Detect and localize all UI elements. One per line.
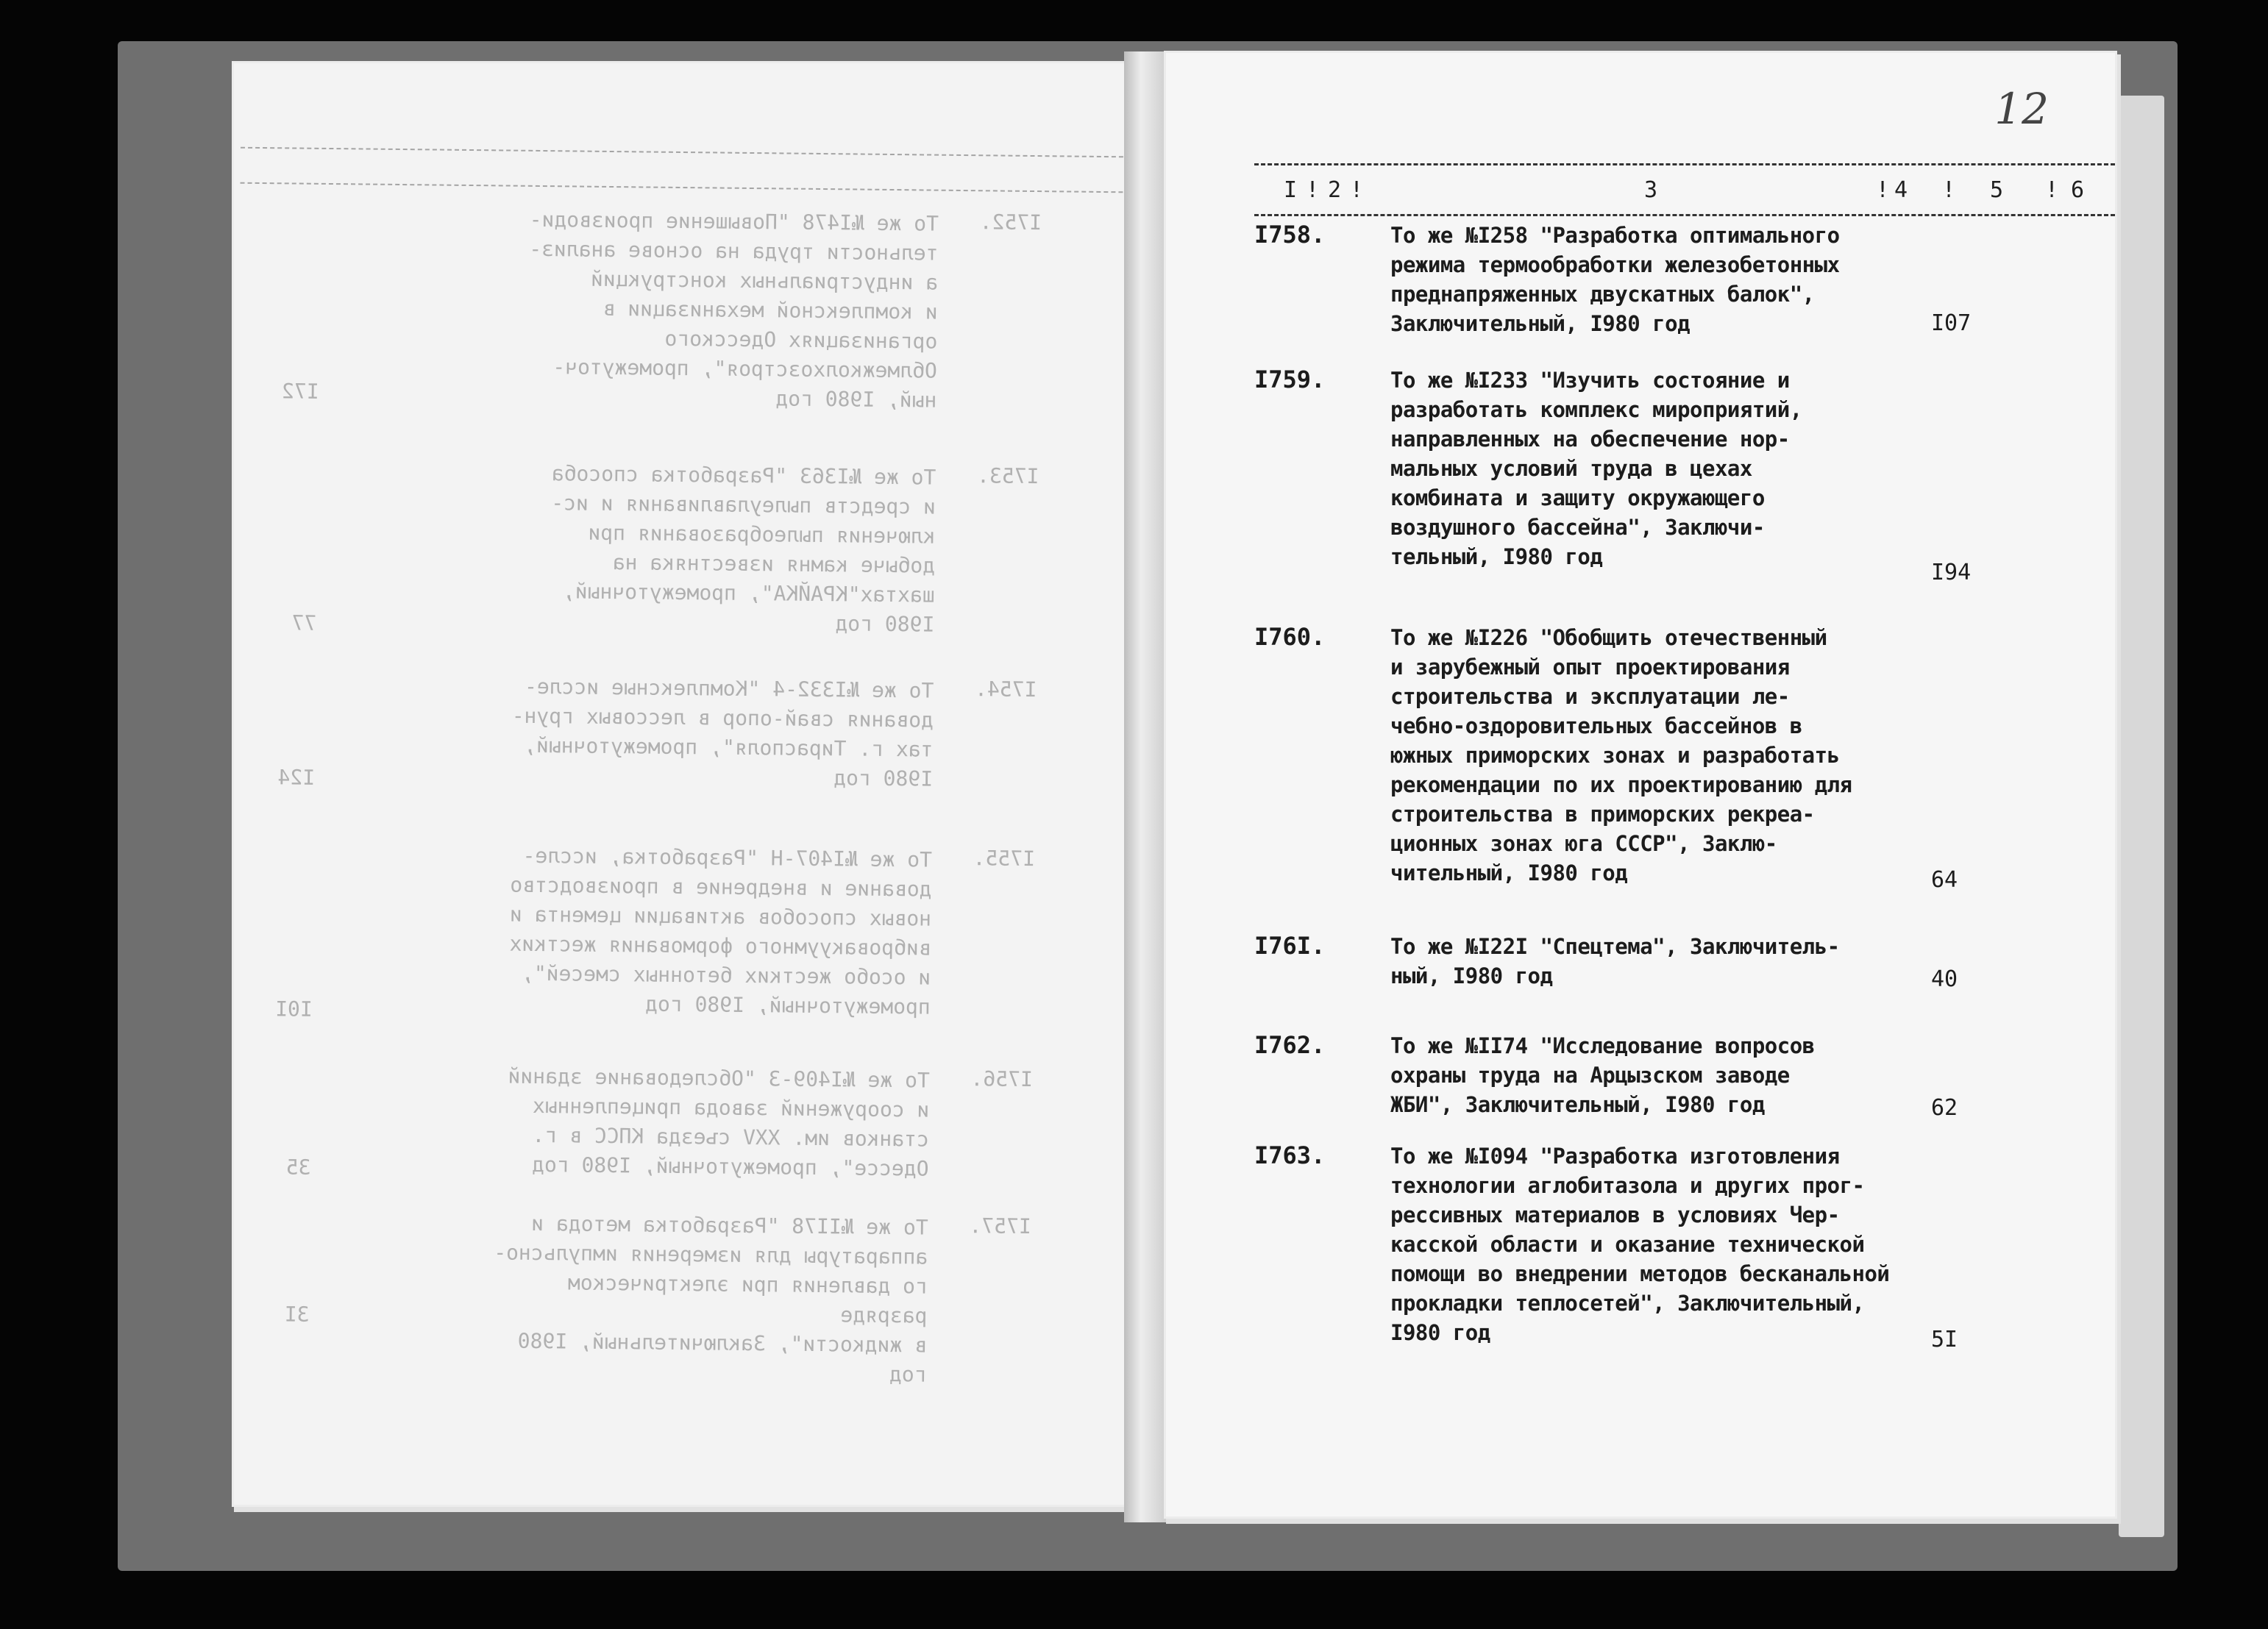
mirrored-entry bbox=[275, 839, 1036, 1022]
entry-text: То же №I22I "Спецтема", Заключитель- ный, I980 год bbox=[1390, 934, 1840, 988]
entry-pages: 5I bbox=[1931, 1327, 1958, 1352]
entry-text: То же №I094 "Разработка изготовления технологии аглобитазола и других прог- рессивных материалов в условиях Чер- касской области и оказание технической помощи во внедрении методов бесканальной прокладки теплосетей", Заключительный, I980 год bbox=[1390, 1144, 1890, 1345]
entry-number: I756. bbox=[970, 1066, 1033, 1092]
entry-text: То же №II78 "Разработка метода и аппаратуры для измерения импульсно- го давления при электрическом разряде в жидкости", Заключительный, I980 год bbox=[494, 1211, 928, 1387]
entry-number: I759. bbox=[1254, 366, 1326, 393]
book-gutter bbox=[1124, 51, 1166, 1522]
entry-text: То же №I226 "Обобщить отечественный и зарубежный опыт проектирования строительства и эксплуатации ле- чебно-оздоровительных бассейнов в южных приморских зонах и разработать рекомендации по их проектированию для строительства в приморских рекреа- ционных зонах юга СССР", Заклю- чительный, I980 год bbox=[1390, 625, 1852, 885]
entry-pages: I94 bbox=[1931, 560, 1972, 585]
mirrored-entry bbox=[277, 670, 1037, 791]
entry-text: То же №II74 "Исследование вопросов охраны труда на Арцызском заводе ЖБИ", Заключительный, I980 год bbox=[1390, 1033, 1815, 1117]
entry-number: I762. bbox=[1254, 1031, 1326, 1059]
col-6-label: 6 bbox=[2071, 177, 2085, 203]
mirrored-column-header bbox=[241, 147, 1124, 193]
entry-text: То же №I478 "Повышение производи- тельности труда на основе анализ- а индустриальных конструкций и комплексной механизации в организациях Одесского Облмежколхозстроя", промежуточ- ный, I980 год bbox=[529, 207, 939, 413]
entry-text: То же №I258 "Разработка оптимального режима термообработки железобетонных преднапряженных двускатных балок", Заключительный, I980 год bbox=[1390, 223, 1840, 336]
entry-pages: 64 bbox=[1931, 867, 1958, 893]
right-page bbox=[1166, 53, 2115, 1516]
entry-pages: I0I bbox=[275, 997, 313, 1022]
entry-number: I752. bbox=[979, 210, 1042, 235]
entry-pages: 35 bbox=[285, 1155, 311, 1180]
entry-number: I763. bbox=[1254, 1141, 1326, 1169]
entry-pages: 3I bbox=[284, 1302, 310, 1327]
col-separator: ! bbox=[1942, 177, 1956, 203]
entry-text: То же №I363 "Разработка способа и средств пылеулавливания и ис- ключения пылеобразования при добыче камня известняка на шахтах"КРАЙКА", промежуточный, I980 год bbox=[551, 461, 936, 637]
entry-text: То же №I233 "Изучить состояние и разработать комплекс мироприятий, направленных на обеспечение нор- мальных условий труда в цехах комбината и защиту окружающего воздушного бассейна", Заключи- тельный, I980 год bbox=[1390, 368, 1802, 569]
col-separator: ! bbox=[1306, 177, 1320, 203]
entry-text: То же №I332-4 "Комплексные иссле- дования свай-опор в лессовых грун- тах г. Тирасполя", промежуточный, I980 год bbox=[511, 674, 934, 791]
entry-number: I758. bbox=[1254, 221, 1326, 249]
mirrored-entry bbox=[285, 1060, 1033, 1181]
entry-number: I757. bbox=[969, 1213, 1031, 1239]
entry-number: I755. bbox=[973, 846, 1036, 871]
col-separator: ! bbox=[1350, 177, 1364, 203]
entry-pages: I24 bbox=[277, 765, 316, 790]
col-separator: ! bbox=[1876, 177, 1890, 203]
mirrored-entry bbox=[291, 457, 1039, 637]
mirrored-entry bbox=[281, 203, 1042, 413]
mirrored-bleed-through bbox=[234, 63, 1124, 1505]
col-3-label: 3 bbox=[1644, 177, 1658, 203]
handwritten-page-number: 12 bbox=[1994, 84, 2049, 134]
entry-pages: I07 bbox=[1931, 310, 1972, 336]
col-2-label: 2 bbox=[1328, 177, 1342, 203]
entry-pages: 62 bbox=[1931, 1095, 1958, 1121]
col-4-label: 4 bbox=[1894, 177, 1908, 203]
entry-number: I760. bbox=[1254, 623, 1326, 651]
entry-number: I754. bbox=[974, 677, 1037, 702]
mirrored-entry bbox=[284, 1207, 1031, 1387]
entry-number: I76I. bbox=[1254, 932, 1326, 960]
entry-text: То же №I409-3 "Обследование зданий и сооружений завода прицепленных станков им. XXV съезда КПСС в г. Одессе", промежуточный, I980 год bbox=[508, 1063, 930, 1181]
column-header bbox=[1254, 163, 2115, 216]
entry-text: То же №I407-Н "Разработка, иссле- дование и внедрение в производство новых способов активации цемента и вибровакуумного формования жестких и особо жестких бетонных смесей", промежуточный, I980 год bbox=[509, 843, 933, 1019]
entry-pages: 77 bbox=[291, 610, 317, 635]
left-page bbox=[234, 63, 1124, 1505]
entry-pages: I72 bbox=[281, 379, 319, 404]
entry-number: I753. bbox=[976, 463, 1039, 489]
col-separator: ! bbox=[2045, 177, 2059, 203]
col-1-label: I bbox=[1284, 177, 1298, 203]
entry-pages: 40 bbox=[1931, 966, 1958, 992]
cover-edge bbox=[2119, 96, 2164, 1537]
col-5-label: 5 bbox=[1990, 177, 2004, 203]
